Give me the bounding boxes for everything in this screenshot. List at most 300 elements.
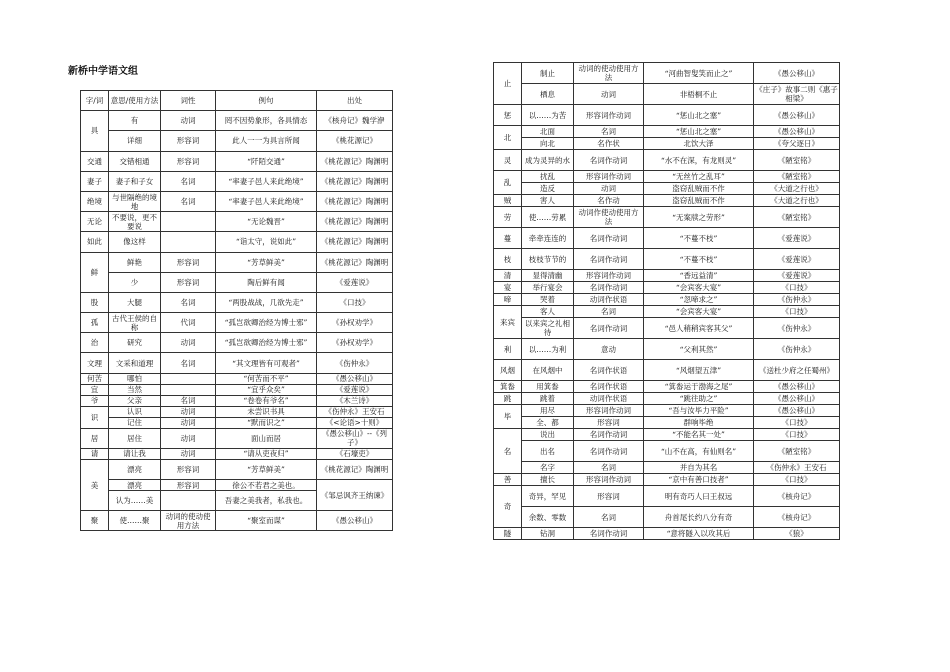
table-row <box>494 507 840 528</box>
header-cell: 出处 <box>317 91 393 111</box>
part-of-speech-cell: 形容词 <box>574 417 644 429</box>
meaning-cell: 制止 <box>522 63 574 84</box>
source-cell: 《爱莲说》 <box>317 272 393 292</box>
part-of-speech-cell: 名词作动词 <box>574 528 644 540</box>
table-row <box>81 406 393 417</box>
source-cell: 《伤仲永》 <box>317 353 393 373</box>
part-of-speech-cell: 名词 <box>161 395 216 406</box>
part-of-speech-cell: 形容词作动词 <box>574 474 644 486</box>
word-cell: 利 <box>494 339 522 360</box>
table-row <box>494 138 840 150</box>
table-row <box>494 339 840 360</box>
table-row <box>494 405 840 417</box>
source-cell: 《<论语>十则》 <box>317 417 393 428</box>
part-of-speech-cell: 形容词作动词 <box>574 105 644 126</box>
part-of-speech-cell: 形容词作动词 <box>574 405 644 417</box>
source-cell: 《核舟记》 <box>754 507 840 528</box>
header-cell: 例句 <box>216 91 317 111</box>
example-cell: “不蔓不枝” <box>644 228 754 249</box>
meaning-cell: 使……劳累 <box>522 207 574 228</box>
example-cell: “箕畚运于渤海之尾” <box>644 381 754 393</box>
table-row <box>81 171 393 191</box>
example-cell: “无论魏晋” <box>216 212 317 232</box>
part-of-speech-cell: 动词作使动使用方法 <box>574 207 644 228</box>
source-cell: 《夸父逐日》 <box>754 138 840 150</box>
word-cell: 劳 <box>494 207 522 228</box>
source-cell: 《愚公移山》 <box>754 105 840 126</box>
example-cell: “水不在深，有龙则灵” <box>644 150 754 171</box>
table-row <box>81 417 393 428</box>
word-cell: 来宾 <box>494 306 522 339</box>
word-cell: 惩 <box>494 105 522 126</box>
source-cell: 《口技》 <box>754 474 840 486</box>
word-cell: 北 <box>494 126 522 150</box>
meaning-cell: 交错相通 <box>109 151 161 171</box>
part-of-speech-cell: 名词作动词 <box>574 228 644 249</box>
meaning-cell: 用尽 <box>522 405 574 417</box>
table-row <box>494 195 840 207</box>
example-cell: “跳往助之” <box>644 393 754 405</box>
part-of-speech-cell: 形容词作动词 <box>574 171 644 183</box>
meaning-cell: 全、都 <box>522 417 574 429</box>
word-cell: 美 <box>81 459 109 510</box>
source-cell: 《桃花源记》陶渊明 <box>317 212 393 232</box>
table-row <box>494 150 840 171</box>
meaning-cell: 客人 <box>522 306 574 318</box>
table-row <box>81 131 393 151</box>
source-cell: 《狼》 <box>754 528 840 540</box>
part-of-speech-cell: 动词 <box>161 111 216 131</box>
table-row <box>81 191 393 211</box>
part-of-speech-cell: 名词 <box>161 191 216 211</box>
meaning-cell: 请让我 <box>109 448 161 459</box>
example-cell: “京中有善口技者” <box>644 474 754 486</box>
source-cell: 《送杜少府之任蜀州》 <box>754 360 840 381</box>
example-cell: “诣太守，说如此” <box>216 232 317 252</box>
meaning-cell: 妻子和子女 <box>109 171 161 191</box>
meaning-cell: 显得清幽 <box>522 270 574 282</box>
word-cell: 交通 <box>81 151 109 171</box>
source-cell: 《桃花源记》陶渊明 <box>317 232 393 252</box>
word-cell: 居 <box>81 428 109 448</box>
meaning-cell: 与世隔绝的境地 <box>109 191 161 211</box>
meaning-cell: 牵牵连连的 <box>522 228 574 249</box>
word-cell: 无论 <box>81 212 109 232</box>
example-cell: “无丝竹之乱耳” <box>644 171 754 183</box>
table-row <box>494 528 840 540</box>
meaning-cell: 害人 <box>522 195 574 207</box>
source-cell: 《桃花源记》陶渊明 <box>317 151 393 171</box>
source-cell: 《陋室铭》 <box>754 171 840 183</box>
example-cell: 群响毕绝 <box>644 417 754 429</box>
meaning-cell: 大腿 <box>109 292 161 312</box>
word-cell: 啼 <box>494 294 522 306</box>
example-cell: “不能名其一处” <box>644 429 754 441</box>
table-row <box>494 306 840 318</box>
word-cell: 善 <box>494 474 522 486</box>
source-cell: 《愚公移山》 <box>754 405 840 417</box>
word-cell: 何苦 <box>81 373 109 384</box>
word-cell: 灵 <box>494 150 522 171</box>
meaning-cell: 父亲 <box>109 395 161 406</box>
table-row <box>494 417 840 429</box>
table-row <box>81 252 393 272</box>
meaning-cell: 出名 <box>522 441 574 462</box>
source-cell: 《口技》 <box>754 306 840 318</box>
table-row <box>494 207 840 228</box>
meaning-cell: 余数、零数 <box>522 507 574 528</box>
meaning-cell: 栖息 <box>522 84 574 105</box>
part-of-speech-cell: 名词作状语 <box>574 360 644 381</box>
meaning-cell: 以来宾之礼相待 <box>522 318 574 339</box>
part-of-speech-cell: 名词作动词 <box>574 429 644 441</box>
part-of-speech-cell: 名词作动词 <box>574 441 644 462</box>
source-cell: 《愚公移山》 <box>754 126 840 138</box>
part-of-speech-cell: 形容词 <box>161 131 216 151</box>
example-cell: 盗窃乱贼而不作 <box>644 195 754 207</box>
table-row <box>81 353 393 373</box>
meaning-cell: 漂亮 <box>109 480 161 491</box>
example-cell: 并自为其名 <box>644 462 754 474</box>
example-cell: “孤岂欲卿治经为博士邪” <box>216 313 317 333</box>
header-cell: 意思/使用方法 <box>109 91 161 111</box>
meaning-cell: 使……聚 <box>109 511 161 531</box>
example-cell: “惩山北之塞” <box>644 105 754 126</box>
source-cell: 《石壕吏》 <box>317 448 393 459</box>
example-cell: 盗窃乱贼而不作 <box>644 183 754 195</box>
table-row <box>81 395 393 406</box>
meaning-cell: 漂亮 <box>109 459 161 479</box>
word-cell: 鲜 <box>81 252 109 292</box>
example-cell: “意将隧入以攻其后 <box>644 528 754 540</box>
table-row <box>494 270 840 282</box>
part-of-speech-cell: 名词作动词 <box>574 249 644 270</box>
part-of-speech-cell: 代词 <box>161 313 216 333</box>
source-cell: 《桃花源记》陶渊明 <box>317 252 393 272</box>
part-of-speech-cell: 意动 <box>574 339 644 360</box>
meaning-cell: 造反 <box>522 183 574 195</box>
example-cell: 徐公不若君之美也。 <box>216 480 317 491</box>
part-of-speech-cell: 形容词 <box>161 459 216 479</box>
meaning-cell: 居住 <box>109 428 161 448</box>
meaning-cell: 详细 <box>109 131 161 151</box>
part-of-speech-cell: 动词的使动使用方法 <box>574 63 644 84</box>
example-cell: “其文理皆有可观者” <box>216 353 317 373</box>
meaning-cell: 成为灵异的水 <box>522 150 574 171</box>
part-of-speech-cell: 名词 <box>161 292 216 312</box>
source-cell: 《愚公移山》--《列子》 <box>317 428 393 448</box>
example-cell: “河曲智叟笑而止之” <box>644 63 754 84</box>
source-cell: 《愚公移山》 <box>317 511 393 531</box>
table-row <box>494 126 840 138</box>
example-cell: “邑人稍稍宾客其父” <box>644 318 754 339</box>
example-cell: “风烟望五津” <box>644 360 754 381</box>
example-cell: “请从吏夜归” <box>216 448 317 459</box>
word-cell: 股 <box>81 292 109 312</box>
word-cell: 聚 <box>81 511 109 531</box>
table-row <box>81 292 393 312</box>
example-cell: “不蔓不枝” <box>644 249 754 270</box>
word-cell: 乱 <box>494 171 522 195</box>
meaning-cell: 以……为利 <box>522 339 574 360</box>
example-cell: “何苦而不平” <box>216 373 317 384</box>
source-cell: 《愚公移山》 <box>754 63 840 84</box>
word-cell: 孤 <box>81 313 109 333</box>
source-cell: 《孙权劝学》 <box>317 313 393 333</box>
part-of-speech-cell: 形容词 <box>161 480 216 491</box>
example-cell: “芳草鲜美” <box>216 459 317 479</box>
example-cell: 未尝识书具 <box>216 406 317 417</box>
source-cell: 《愚公移山》 <box>317 373 393 384</box>
meaning-cell: 古代王侯的自称 <box>109 313 161 333</box>
table-row <box>494 84 840 105</box>
word-cell: 奇 <box>494 486 522 528</box>
table-row <box>494 183 840 195</box>
word-cell: 绝境 <box>81 191 109 211</box>
page-title: 新桥中学语文组 <box>68 66 138 77</box>
source-cell: 《爱莲说》 <box>754 249 840 270</box>
example-cell: “阡陌交通” <box>216 151 317 171</box>
example-cell: “吾与汝毕力平险” <box>644 405 754 417</box>
part-of-speech-cell: 形容词作动词 <box>574 270 644 282</box>
meaning-cell: 认识 <box>109 406 161 417</box>
source-cell: 《核舟记》魏学洢 <box>317 111 393 131</box>
source-cell: 《爱莲说》 <box>754 228 840 249</box>
part-of-speech-cell: 动词 <box>161 406 216 417</box>
table-row <box>494 105 840 126</box>
part-of-speech-cell: 名词 <box>574 462 644 474</box>
meaning-cell: 钻洞 <box>522 528 574 540</box>
part-of-speech-cell: 名作动 <box>574 195 644 207</box>
meaning-cell: 当然 <box>109 384 161 395</box>
example-cell: “香远益清” <box>644 270 754 282</box>
vocab-table-right <box>493 62 840 540</box>
word-cell: 隧 <box>494 528 522 540</box>
part-of-speech-cell: 名词 <box>574 507 644 528</box>
source-cell: 《口技》 <box>754 282 840 294</box>
word-cell: 止 <box>494 63 522 105</box>
table-row <box>494 429 840 441</box>
source-cell: 《伤仲永》王安石 <box>754 462 840 474</box>
table-row <box>81 511 393 531</box>
example-cell: “会宾客大宴” <box>644 282 754 294</box>
word-cell: 毕 <box>494 405 522 429</box>
word-cell: 宴 <box>494 282 522 294</box>
source-cell: 《大道之行也》 <box>754 195 840 207</box>
table-row <box>81 459 393 479</box>
meaning-cell: 记住 <box>109 417 161 428</box>
meaning-cell: 说出 <box>522 429 574 441</box>
meaning-cell: 文采和道理 <box>109 353 161 373</box>
example-cell: 此人一一为具言所闻 <box>216 131 317 151</box>
table-row <box>494 228 840 249</box>
source-cell: 《桃花源记》陶渊明 <box>317 171 393 191</box>
word-cell: 爷 <box>81 395 109 406</box>
source-cell: 《口技》 <box>754 417 840 429</box>
meaning-cell: 哪怕 <box>109 373 161 384</box>
table-row <box>81 448 393 459</box>
word-cell: 宜 <box>81 384 109 395</box>
example-cell: 陶后鲜有闻 <box>216 272 317 292</box>
example-cell: “山不在高，有仙则名” <box>644 441 754 462</box>
meaning-cell: 擅长 <box>522 474 574 486</box>
meaning-cell: 举行宴会 <box>522 282 574 294</box>
part-of-speech-cell: 动词作状语 <box>574 393 644 405</box>
source-cell: 《陋室铭》 <box>754 150 840 171</box>
example-cell: 面山而居 <box>216 428 317 448</box>
meaning-cell: 研究 <box>109 333 161 353</box>
table-row <box>494 381 840 393</box>
word-cell: 风烟 <box>494 360 522 381</box>
part-of-speech-cell: 名词作动词 <box>574 282 644 294</box>
word-cell: 蔓 <box>494 228 522 249</box>
source-cell: 《孙权劝学》 <box>317 333 393 353</box>
table-row <box>494 474 840 486</box>
table-row <box>81 212 393 232</box>
example-cell: “孤岂欲卿治经为博士邪” <box>216 333 317 353</box>
part-of-speech-cell: 形容词 <box>161 151 216 171</box>
part-of-speech-cell: 动词作状语 <box>574 294 644 306</box>
source-cell: 《邹忌讽齐王纳谏》 <box>317 480 393 511</box>
word-cell: 箕畚 <box>494 381 522 393</box>
example-cell: “父利其然” <box>644 339 754 360</box>
example-cell: 罔不因势象形，各具情态 <box>216 111 317 131</box>
part-of-speech-cell: 形容词 <box>574 486 644 507</box>
word-cell: 文理 <box>81 353 109 373</box>
example-cell: 明有奇巧人曰王叔远 <box>644 486 754 507</box>
part-of-speech-cell: 动词 <box>161 333 216 353</box>
meaning-cell: 向北 <box>522 138 574 150</box>
word-cell: 妻子 <box>81 171 109 191</box>
part-of-speech-cell: 名词作状语 <box>574 381 644 393</box>
table-row <box>494 462 840 474</box>
table-row <box>494 294 840 306</box>
example-cell: “会宾客大宴” <box>644 306 754 318</box>
source-cell: 《口技》 <box>754 429 840 441</box>
table-row <box>494 360 840 381</box>
table-row <box>81 111 393 131</box>
meaning-cell: 不要说，更不要说 <box>109 212 161 232</box>
meaning-cell: 以……为苦 <box>522 105 574 126</box>
table-row <box>494 171 840 183</box>
example-cell: 舟首尾长约八分有奇 <box>644 507 754 528</box>
word-cell: 具 <box>81 111 109 151</box>
part-of-speech-cell <box>161 212 216 232</box>
table-row <box>494 393 840 405</box>
part-of-speech-cell: 名词作动词 <box>574 318 644 339</box>
word-cell: 如此 <box>81 232 109 252</box>
part-of-speech-cell: 动词 <box>161 448 216 459</box>
example-cell: “无案牍之劳形” <box>644 207 754 228</box>
word-cell: 跳 <box>494 393 522 405</box>
table-row <box>81 272 393 292</box>
example-cell: “芳草鲜美” <box>216 252 317 272</box>
table-row <box>81 333 393 353</box>
meaning-cell: 有 <box>109 111 161 131</box>
part-of-speech-cell: 名词作动词 <box>574 150 644 171</box>
part-of-speech-cell: 形容词 <box>161 272 216 292</box>
word-cell: 贼 <box>494 195 522 207</box>
example-cell: “惩山北之塞” <box>644 126 754 138</box>
table-row <box>81 384 393 395</box>
table-row <box>494 282 840 294</box>
part-of-speech-cell <box>161 373 216 384</box>
vocab-table-left <box>80 90 393 531</box>
example-cell: “默而识之” <box>216 417 317 428</box>
source-cell: 《陋室铭》 <box>754 207 840 228</box>
word-cell: 治 <box>81 333 109 353</box>
meaning-cell: 用箕畚 <box>522 381 574 393</box>
example-cell: 北饮大泽 <box>644 138 754 150</box>
table-row <box>81 232 393 252</box>
source-cell: 《爱莲说》 <box>754 270 840 282</box>
source-cell: 《核舟记》 <box>754 486 840 507</box>
source-cell: 《爱莲说》 <box>317 384 393 395</box>
part-of-speech-cell: 动词的使动使用方法 <box>161 511 216 531</box>
meaning-cell: 北面 <box>522 126 574 138</box>
source-cell: 《伤仲永》 <box>754 339 840 360</box>
table-header-row <box>81 91 393 111</box>
meaning-cell: 在风烟中 <box>522 360 574 381</box>
part-of-speech-cell: 名词 <box>574 126 644 138</box>
table-row <box>81 151 393 171</box>
meaning-cell: 鲜艳 <box>109 252 161 272</box>
example-cell: “卷卷有爷名” <box>216 395 317 406</box>
part-of-speech-cell: 名词 <box>161 171 216 191</box>
table-row <box>494 318 840 339</box>
table-row <box>81 480 393 491</box>
table-row <box>81 373 393 384</box>
part-of-speech-cell <box>161 491 216 511</box>
example-cell: “聚室而谋” <box>216 511 317 531</box>
part-of-speech-cell <box>161 232 216 252</box>
part-of-speech-cell: 动词 <box>161 417 216 428</box>
meaning-cell: 像这样 <box>109 232 161 252</box>
meaning-cell: 枝枝节节的 <box>522 249 574 270</box>
source-cell: 《大道之行也》 <box>754 183 840 195</box>
table-row <box>494 63 840 84</box>
source-cell: 《口技》 <box>317 292 393 312</box>
example-cell: 吾妻之美我者，私我也。 <box>216 491 317 511</box>
source-cell: 《愚公移山》 <box>754 381 840 393</box>
table-row <box>81 428 393 448</box>
source-cell: 《桃花源记》 <box>317 131 393 151</box>
word-cell: 枝 <box>494 249 522 270</box>
source-cell: 《伤仲永》 <box>754 318 840 339</box>
part-of-speech-cell: 名词 <box>161 353 216 373</box>
meaning-cell: 少 <box>109 272 161 292</box>
example-cell: “宜乎众矣” <box>216 384 317 395</box>
word-cell: 清 <box>494 270 522 282</box>
meaning-cell: 跳着 <box>522 393 574 405</box>
example-cell: “两股战战，几欲先走” <box>216 292 317 312</box>
word-cell: 识 <box>81 406 109 428</box>
table-row <box>494 486 840 507</box>
example-cell: “忽啼求之” <box>644 294 754 306</box>
part-of-speech-cell: 名词 <box>574 306 644 318</box>
part-of-speech-cell: 名作状 <box>574 138 644 150</box>
part-of-speech-cell: 动词 <box>161 428 216 448</box>
table-row <box>81 313 393 333</box>
source-cell: 《陋室铭》 <box>754 441 840 462</box>
meaning-cell: 扰乱 <box>522 171 574 183</box>
word-cell: 名 <box>494 429 522 474</box>
source-cell: 《伤仲永》王安石 <box>317 406 393 417</box>
source-cell: 《桃花源记》陶渊明 <box>317 191 393 211</box>
word-cell: 请 <box>81 448 109 459</box>
part-of-speech-cell: 动词 <box>574 84 644 105</box>
header-cell: 字/词 <box>81 91 109 111</box>
